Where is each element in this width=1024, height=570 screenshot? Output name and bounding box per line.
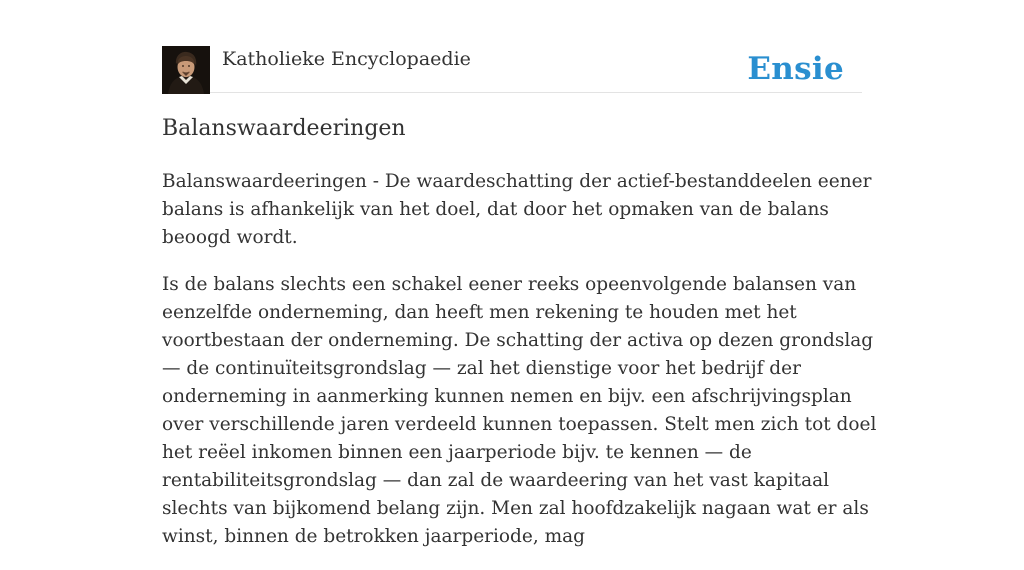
- ensie-logo-link[interactable]: Ensie: [747, 51, 844, 87]
- article-body: [162, 168, 882, 570]
- article-paragraph: Balanswaardeeringen - De waardeschatting der actief-bestanddeelen eener balans is afhankelijk van het doel, dat door het opmaken van de balans beoogd wordt.: [162, 171, 872, 248]
- article-title: Balanswaardeeringen: [162, 116, 406, 141]
- site-header: [162, 44, 862, 93]
- site-name[interactable]: Katholieke Encyclopaedie: [222, 48, 471, 70]
- avatar[interactable]: [162, 46, 210, 94]
- portrait-icon: [162, 46, 210, 94]
- article-paragraph: Is de balans slechts een schakel eener reeks opeenvolgende balansen van eenzelfde onderneming, dan heeft men rekening te houden met het voortbestaan der onderneming. De schatting der activa op dezen grondslag — de continuïteitsgrondslag — zal het dienstige voor het bedrijf der onderneming in aanmerking kunnen nemen en bijv. een afschrijvingsplan over verschillende jaren verdeeld kunnen toepassen. Stelt men zich tot doel het reëel inkomen binnen een jaarperiode bijv. te kennen — de rentabiliteitsgrondslag — dan zal de waardeering van het vast kapitaal slechts van bijkomend belang zijn. Men zal hoofdzakelijk nagaan wat er als winst, binnen de betrokken jaarperiode, mag: [162, 274, 877, 547]
